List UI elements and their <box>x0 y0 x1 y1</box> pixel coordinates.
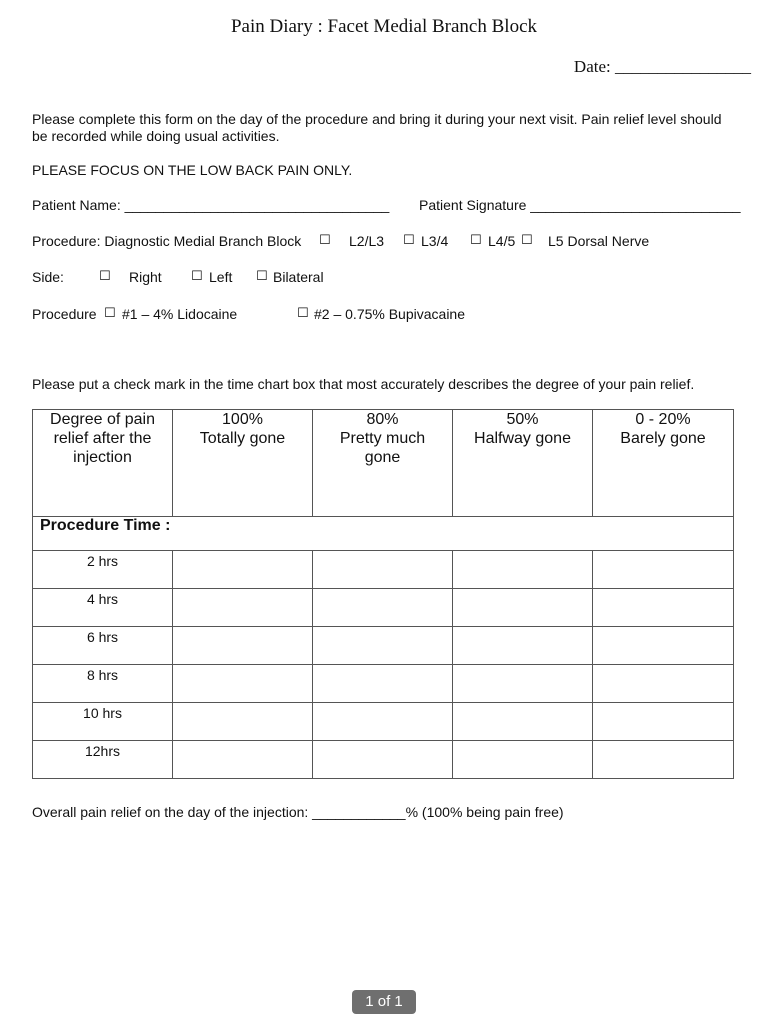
table-header-row <box>33 410 734 517</box>
pain-relief-table <box>32 409 734 779</box>
procedure-option-l3-4: L3/4 <box>421 233 449 249</box>
table-row <box>33 703 734 741</box>
overall-relief-field[interactable]: Overall pain relief on the day of the injection: ____________% (100% being pain free) <box>32 804 564 820</box>
relief-cell[interactable] <box>453 627 593 665</box>
checkbox-left[interactable]: ☐ <box>191 269 203 284</box>
checkbox-right[interactable]: ☐ <box>99 269 111 284</box>
table-row <box>33 551 734 589</box>
header-50-percent: 50% Halfway gone <box>453 410 593 517</box>
header-0-20-percent: 0 - 20% Barely gone <box>593 410 734 517</box>
checkbox-bilateral[interactable]: ☐ <box>256 269 268 284</box>
procedure-option-l4-5: L4/5 <box>488 233 516 249</box>
medication-label: Procedure <box>32 306 97 322</box>
checkbox-l5-dorsal[interactable]: ☐ <box>521 233 533 248</box>
relief-cell[interactable] <box>593 703 734 741</box>
checkbox-l2-l3[interactable]: ☐ <box>319 233 331 248</box>
relief-cell[interactable] <box>173 703 313 741</box>
page-title: Pain Diary : Facet Medial Branch Block <box>230 16 538 37</box>
focus-note: PLEASE FOCUS ON THE LOW BACK PAIN ONLY. <box>32 162 353 178</box>
row-time-label: 4 hrs <box>33 589 173 627</box>
relief-cell[interactable] <box>313 627 453 665</box>
chart-instruction: Please put a check mark in the time chart box that most accurately describes the degree of your pain relief. <box>32 376 695 392</box>
table-row <box>33 627 734 665</box>
relief-cell[interactable] <box>173 551 313 589</box>
row-time-label: 2 hrs <box>33 551 173 589</box>
date-field[interactable]: Date: ________________ <box>573 57 751 76</box>
procedure-option-l5-dorsal: L5 Dorsal Nerve <box>548 233 650 249</box>
table-row <box>33 665 734 703</box>
procedure-label: Procedure: Diagnostic Medial Branch Block <box>32 233 302 249</box>
relief-cell[interactable] <box>173 741 313 779</box>
relief-cell[interactable] <box>313 665 453 703</box>
relief-cell[interactable] <box>593 627 734 665</box>
row-time-label: 10 hrs <box>33 703 173 741</box>
relief-cell[interactable] <box>593 741 734 779</box>
row-time-label: 6 hrs <box>33 627 173 665</box>
relief-cell[interactable] <box>313 589 453 627</box>
row-time-label: 12hrs <box>33 741 173 779</box>
relief-cell[interactable] <box>453 703 593 741</box>
table-row <box>33 589 734 627</box>
checkbox-l4-5[interactable]: ☐ <box>470 233 482 248</box>
procedure-option-l2-l3: L2/L3 <box>349 233 385 249</box>
relief-cell[interactable] <box>453 665 593 703</box>
relief-cell[interactable] <box>173 589 313 627</box>
side-option-bilateral: Bilateral <box>273 269 324 285</box>
header-80-percent: 80% Pretty much gone <box>313 410 453 517</box>
relief-cell[interactable] <box>453 741 593 779</box>
relief-cell[interactable] <box>313 703 453 741</box>
medication-option-bupivacaine: #2 – 0.75% Bupivacaine <box>314 306 465 322</box>
relief-cell[interactable] <box>453 589 593 627</box>
row-time-label: 8 hrs <box>33 665 173 703</box>
relief-cell[interactable] <box>313 551 453 589</box>
side-option-left: Left <box>209 269 233 285</box>
header-100-percent: 100% Totally gone <box>173 410 313 517</box>
side-option-right: Right <box>129 269 162 285</box>
procedure-time-row <box>33 517 734 551</box>
relief-cell[interactable] <box>593 551 734 589</box>
checkbox-l3-4[interactable]: ☐ <box>403 233 415 248</box>
relief-cell[interactable] <box>593 589 734 627</box>
table-row <box>33 741 734 779</box>
page-indicator: 1 of 1 <box>352 990 416 1014</box>
relief-cell[interactable] <box>313 741 453 779</box>
side-label: Side: <box>32 269 64 285</box>
procedure-time-label: Procedure Time : <box>40 517 171 534</box>
patient-signature-field[interactable]: Patient Signature ___________________________ <box>419 197 741 213</box>
checkbox-bupivacaine[interactable]: ☐ <box>297 306 309 321</box>
patient-name-field[interactable]: Patient Name: __________________________________ <box>32 197 390 213</box>
relief-cell[interactable] <box>173 627 313 665</box>
relief-cell[interactable] <box>173 665 313 703</box>
checkbox-lidocaine[interactable]: ☐ <box>104 306 116 321</box>
instructions-text: Please complete this form on the day of the procedure and bring it during your next visit. Pain relief level should be recorded while doing usual activities. <box>32 111 722 144</box>
relief-cell[interactable] <box>453 551 593 589</box>
relief-cell[interactable] <box>593 665 734 703</box>
header-degree-label: Degree of pain relief after the injection <box>33 410 173 517</box>
medication-option-lidocaine: #1 – 4% Lidocaine <box>122 306 238 322</box>
